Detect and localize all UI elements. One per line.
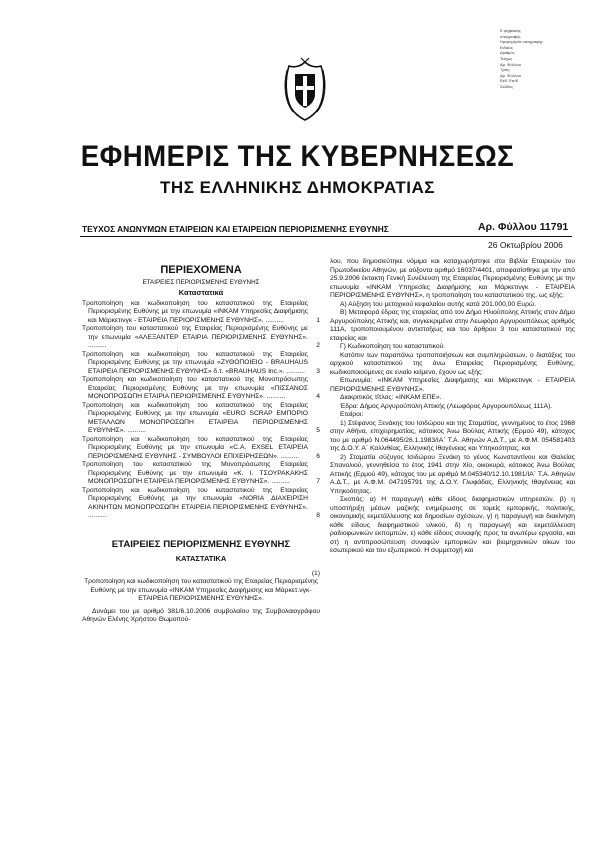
toc-entry[interactable]	[82, 351, 320, 377]
section-subheading: ΚΑΤΑΣΤΑΤΙΚΑ	[175, 554, 227, 563]
stamp-line: Αριθμός	[500, 50, 515, 56]
stamp-line: Αρ. Φύλλου	[500, 61, 521, 67]
toc-entry-text: Τροποποίηση του καταστατικού της Εταιρείας Περιορισμένης Ευθύνης με την επωνυμία «ΑΛΕΞΑΝΤΕΡ ΕΤΑΙΡΙΑ ΠΕΡΙΟΡΙΣΜΕΝΗΣ ΕΥΘΥΝΗΣ». ..........	[82, 325, 308, 349]
toc-entry[interactable]	[82, 376, 320, 402]
body-paragraph: Γ) Κωδικοποίηση του καταστατικού.	[340, 343, 446, 350]
body-paragraph: Εταίροι:	[340, 411, 364, 418]
greek-coat-of-arms-icon	[283, 56, 327, 122]
toc-entry-text: Τροποποίηση και κωδικοποίηση του καταστατικού της Εταιρείας Περιορισμένης Ευθύνης με την επωνυμία «C.A. EXSEL ΕΤΑΙΡΕΙΑ ΠΕΡΙΟΡΙΣΜΕΝΗΣ ΕΥΘΥΝΗΣ - ΣΥΜΒΟΥΛΟΙ ΕΠΙΧΕΙΡΗΣΕΩΝ». ..........	[82, 435, 308, 460]
stamp-line: Τρίτη	[500, 67, 510, 73]
toc-section: ΕΤΑΙΡΕΙΕΣ ΠΕΡΙΟΡΙΣΜΕΝΗΣ ΕΥΘΥΝΗΣ	[142, 278, 260, 286]
section-heading: ΕΤΑΙΡΕΙΕΣ ΠΕΡΙΟΡΙΣΜΕΝΗΣ ΕΥΘΥΝΗΣ	[111, 538, 291, 550]
body-paragraph: Διακριτικός τίτλος: «ΙΝΚΑΜ ΕΠΕ».	[340, 394, 442, 401]
toc-entry[interactable]	[82, 487, 320, 521]
body-paragraph: Δυνάμει του με αριθμό 381/6.10.2006 συμβολαίου της Συμβολαιογράφου Αθηνών Ελένης Χρήστου Θωμοπού-	[82, 607, 320, 623]
toc-entry[interactable]	[82, 300, 320, 326]
body-paragraph: Επωνυμία: «ΙΝΚΑΜ Υπηρεσίες Διαφήμισης και Μάρκετινγκ - ΕΤΑΙΡΕΙΑ ΠΕΡΙΟΡΙΣΜΕΝΗΣ ΕΥΘΥΝΗΣ».	[330, 377, 575, 393]
body-paragraph: 1) Στέφανος Ξενάκης του Ισιδώρου και της Σταματίας, γεννημένος το έτος 1968 στην Αθήνα, επιχειρηματίας, κάτοικος Άνω Βούλας Αττικής (Ερμού 49), κάτοχος του με αριθμό Ν.064495/26.1.1983/ΙΑ΄ Τ.Α. Αθηνών Α.Δ.Τ., με Α.Φ.Μ. 054581403 της Δ.Ο.Υ. Α΄ Καλλιθέας, Ελληνικής Ιθαγένειας και Υπηκοότητας, και	[330, 419, 575, 452]
body-paragraph: Β) Μεταφορά έδρας της εταιρείας από τον Δήμο Ηλιούπολης Αττικής στον Δήμο Αργυρούπολης Αττικής και, συγκεκριμένα στην Λεωφόρο Αργυρουπόλεως αριθμός 111Α, τροποποιουμένου αντιστοίχως και του άρθρου 3 του καταστατικού της εταιρείας και	[330, 309, 575, 342]
stamp-line: Ημερομηνία υπογραφής	[500, 39, 543, 45]
stamp-line: Ειδικός	[500, 44, 513, 50]
toc-entry[interactable]	[82, 461, 320, 487]
toc-entry[interactable]	[82, 325, 320, 351]
toc-entry-page: 2	[316, 342, 320, 349]
body-paragraph: Α) Αύξηση του μετοχικού κεφαλαίου αυτής κατά 201.000,00 Ευρώ.	[340, 300, 536, 308]
toc-heading: ΠΕΡΙΕΧΟΜΕΝΑ	[160, 264, 242, 276]
toc-entry-page: 8	[316, 512, 320, 519]
stamp-line: Ε.ψηφιακής	[500, 28, 521, 33]
gazette-subtitle: ΤΗΣ ΕΛΛΗΝΙΚΗΣ ΔΗΜΟΚΡΑΤΙΑΣ	[160, 178, 435, 197]
issue-date: 26 Οκτωβρίου 2006	[488, 240, 563, 250]
left-column	[82, 266, 320, 625]
body-paragraph: Έδρα: Δήμος Αργυρούπολη Αττικής (Λεωφόρος Αργυρουπόλεως 111Α).	[340, 402, 553, 410]
stamp-line: υπογραφής	[500, 33, 521, 39]
toc-entry-page: 3	[316, 367, 320, 375]
item-title: Τροποποίηση και κωδικοποίηση του καταστατικού της Εταιρείας Περιορισμένης Ευθύνης με την επωνυμία «ΙΝΚΑΜ Υπηρεσίες Διαφήμισης και Μάρκετ.νγκ-ΕΤΑΙΡΕΙΑ ΠΕΡΙΟΡΙΣΜΕΝΗΣ ΕΥΘΥΝΗΣ».	[84, 578, 318, 602]
toc-entry-text: Τροποποίηση και κωδικοποίηση του καταστατικού της Εταιρείας Περιορισμένης Ευθύνης με την επωνυμία «ΖΥΘΟΠΟΙΕΙΟ - BRAUHAUS ΕΤΑΙΡΕΙΑ ΠΕΡΙΟΡΙΣΜΕΝΗΣ ΕΥΘΥΝΗΣ» δ.τ. «BRAUHAUS Inc.». ..........	[82, 350, 308, 375]
stamp-line: Αρ. Φύλλου	[500, 72, 521, 78]
issue-type: ΤΕΥΧΟΣ ΑΝΩΝΥΜΩΝ ΕΤΑΙΡΕΙΩΝ ΚΑΙ ΕΤΑΙΡΕΙΩΝ ΠΕΡΙΟΡΙΣΜΕΝΗΣ ΕΥΘΥΝΗΣ	[82, 224, 389, 234]
toc-entry-page: 6	[316, 452, 320, 460]
toc-entry-text: Τροποποίηση και κωδικοποίηση του καταστατικού της Εταιρείας Περιορισμένης Ευθύνης με την επωνυμία «NORIA ΔΙΑΧΕΙΡΙΣΗ ΑΚΙΝΗΤΩΝ ΜΟΝΟΠΡΟΣΩΠΗ ΕΤΑΙΡΕΙΑ ΠΕΡΙΟΡΙΣΜΕΝΗΣ ΕΥΘΥΝΗΣ». ..........	[82, 486, 308, 519]
stamp-line: Εκδ. Επ/Κ	[500, 78, 519, 84]
toc-entry-page: 5	[316, 427, 320, 434]
toc-entry-text: Τροποποίηση και κωδικοποίηση του καταστατικού της Εταιρείας Περιορισμένης Ευθύνης με την επωνυμία «EURO SCRAP ΕΜΠΟΡΙΟ ΜΕΤΑΛΛΩΝ ΜΟΝΟΠΡΟΣΩΠΗ ΕΤΑΙΡΕΙΑ ΠΕΡΙΟΡΙΣΜΕΝΗΣ ΕΥΘΥΝΗΣ». ..........	[82, 401, 308, 434]
toc-entry[interactable]	[82, 436, 320, 462]
toc-entry-text: Τροποποίηση και κωδικοποίηση του καταστατικού της Εταιρείας Περιορισμένης Ευθύνης με την επωνυμία «ΙΝΚΑΜ Υπηρεσίες Διαφήμισης και Μάρκετινγκ - ΕΤΑΙΡΕΙΑ ΠΕΡΙΟΡΙΣΜΕΝΗΣ ΕΥΘΥΝΗΣ». ..........	[82, 299, 308, 324]
toc-entry-page: 4	[316, 393, 320, 400]
body-paragraph: Κατόπιν των παραπάνω τροποποιήσεων και συμπληρώσεων, ο διατάξεις του αρχικού καταστατικού της άνω Εταιρείας Περιορισμένης Ευθύνης, κωδικοποιούμενες σε ενιαίο κείμενο, έχουν ως εξής:	[330, 351, 575, 376]
body-paragraph: 2) Σταματία σύζυγος Ισιδώρου Ξενάκη το γένος Κωνσταντίνου και Θαλείας Σπανολιού, γεννηθείσα το έτος 1941 στην Χίο, οικοκυρά, κάτοικος Άνω Βούλας Αττικής (Ερμού 49), κάτοχος του με αριθμό Μ.045340/12.10.1981/ΙΑ΄ Τ.Α. Αθηνών Α.Δ.Τ., με Α.Φ.Μ. 047195791 της Δ.Ο.Υ. Γλυφάδας, Ελληνικής Ιθαγένειας και Υπηκοότητας.	[330, 453, 575, 495]
right-column	[330, 258, 575, 556]
toc-category: Καταστατικά	[178, 288, 224, 297]
stamp-line: Τεύχος	[500, 55, 513, 61]
toc-entry-text: Τροποποίηση του καταστατικού της Μονοπρόσωπης Εταιρείας Περιορισμένης Ευθύνης με την επωνυμία «Κ. Ι. ΤΣΟΥΡΑΚΑΚΗΣ ΜΟΝΟΠΡΟΣΩΠΗ ΕΤΑΙΡΕΙΑ ΠΕΡΙΟΡΙΣΜΕΝΗΣ ΕΥΘΥΝΗΣ». ..........	[82, 461, 308, 485]
toc-entry-page: 1	[316, 316, 320, 324]
body-paragraph: λου, που δημοσιεύτηκε νόμιμα και καταχωρήστηκε στα Βιβλία Εταιρειών του Πρωτοδικείου Αθηνών, με αύξοντα αριθμό 16037/4401, αποφασίσθηκε με την από 25.9.2006 έκτακτη Γενική Συνέλευση της Εταιρείας Περιορισμένης Ευθύνης με την επωνυμία «ΙΝΚΑΜ Υπηρεσίες Διαφήμισης και Μάρκετινγκ - ΕΤΑΙΡΕΙΑ ΠΕΡΙΟΡΙΣΜΕΝΗΣ ΕΥΘΥΝΗΣ», η τροποποίηση του καταστατικού της, ως εξής:	[330, 258, 575, 299]
toc-entry[interactable]	[82, 402, 320, 436]
stamp-line: Σελίδες	[500, 83, 514, 89]
body-paragraph: Σκοπός: α) Η παραγωγή κάθε είδους διαφημιστικών υπηρεσιών. β) η υποστήριξη μέσων μαζικής ενημέρωσης σε τομείς εμπορικής, πολιτικής, οικονομικής εκμετάλλευσης και δημοσίων σχέσεων, γ) η παραγωγή και διακίνηση κάθε είδους διαφημιστικού υλικού, δ) η παραγωγή και εκμετάλλευση ραδιοφωνικών εκπομπών, ε) κάθε είδους συναφής προς τα ανωτέρω εργασία, και στ) η αντιπροσώπευση συναφών εμπορικών και βιομηχανικών οίκων του εσωτερικού και του εξωτερικού. Η συμμετοχή και	[330, 496, 575, 554]
header-divider	[80, 236, 572, 237]
sheet-number: Αρ. Φύλλου 11791	[478, 221, 569, 233]
digital-signature-stamp	[500, 28, 570, 90]
item-number: (1)	[311, 569, 320, 577]
toc-entry-text: Τροποποίηση και κωδικοποίηση του καταστατικού της Μονοπρόσωπης Εταιρείας Περιορισμένης Ευθύνης με την επωνυμία «ΠΙΣΣΑΝΟΣ ΜΟΝΟΠΡΟΣΩΠΗ ΕΤΑΙΡΙΑ ΠΕΡΙΟΡΙΣΜΕΝΗΣ ΕΥΘΥΝΗΣ». ..........	[82, 376, 308, 400]
toc-entry-page: 7	[316, 478, 320, 485]
gazette-title: ΕΦΗΜΕΡΙΣ ΤΗΣ ΚΥΒΕΡΝΗΣΕΩΣ	[80, 140, 515, 173]
